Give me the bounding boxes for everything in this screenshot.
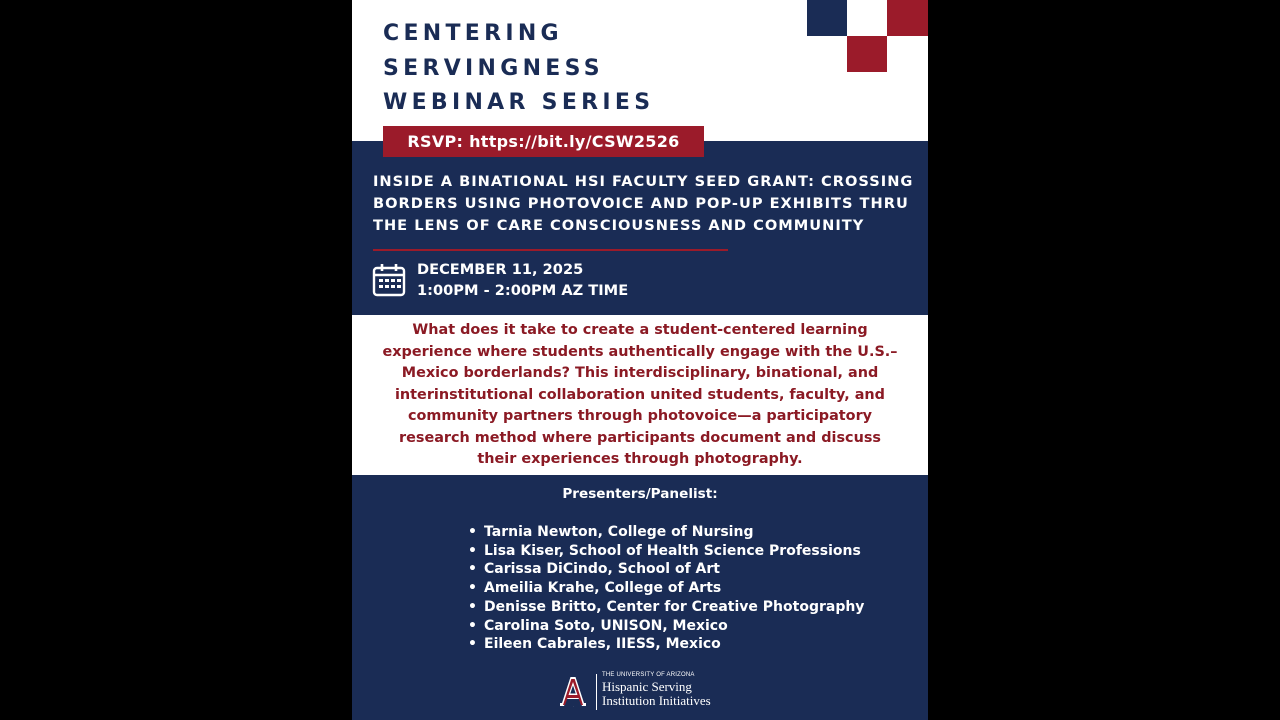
bullet-icon: • bbox=[468, 524, 477, 540]
list-item bbox=[468, 635, 864, 654]
session-title-line: BORDERS USING PHOTOVOICE AND POP-UP EXHIBITS THRU bbox=[373, 195, 909, 212]
presenter-name: Lisa Kiser, School of Health Science Professions bbox=[484, 542, 861, 559]
series-title-line: WEBINAR SERIES bbox=[383, 90, 655, 115]
description-line: What does it take to create a student-centered learning bbox=[412, 322, 868, 338]
navy-square bbox=[807, 0, 847, 36]
presenter-list bbox=[468, 523, 864, 654]
event-time: 1:00PM - 2:00PM AZ TIME bbox=[417, 282, 629, 299]
unit-name-line: Institution Initiatives bbox=[602, 693, 711, 708]
description-line: research method where participants document and discuss bbox=[399, 429, 881, 446]
list-item bbox=[468, 579, 864, 598]
bullet-icon: • bbox=[468, 580, 477, 597]
list-item bbox=[468, 523, 864, 542]
calendar-icon bbox=[372, 263, 406, 297]
crimson-square bbox=[887, 0, 928, 36]
unit-name bbox=[602, 680, 711, 708]
presenter-name: Denisse Britto, Center for Creative Photography bbox=[484, 598, 865, 615]
series-title-line: CENTERING bbox=[383, 21, 563, 46]
description bbox=[352, 315, 928, 475]
session-title bbox=[373, 171, 921, 237]
university-of-arizona-logo bbox=[556, 674, 590, 708]
university-name: THE UNIVERSITY OF ARIZONA bbox=[602, 672, 695, 678]
bullet-icon: • bbox=[468, 561, 477, 578]
presenters-heading: Presenters/Panelist: bbox=[562, 486, 718, 502]
bullet-icon: • bbox=[468, 636, 477, 653]
presenter-name: Tarnia Newton, College of Nursing bbox=[484, 524, 754, 540]
logo-letter: A bbox=[573, 707, 574, 708]
list-item bbox=[468, 560, 864, 579]
event-date: DECEMBER 11, 2025 bbox=[417, 261, 584, 278]
series-title-line: SERVINGNESS bbox=[383, 55, 604, 81]
presenters-section bbox=[352, 475, 928, 720]
description-line: experience where students authentically engage with the U.S.– bbox=[382, 343, 898, 360]
list-item bbox=[468, 542, 864, 561]
event-details bbox=[352, 141, 928, 315]
description-line: interinstitutional collaboration united students, faculty, and bbox=[395, 386, 885, 403]
bullet-icon: • bbox=[468, 617, 477, 634]
list-item bbox=[468, 598, 864, 617]
presenter-name: Carolina Soto, UNISON, Mexico bbox=[484, 617, 728, 634]
description-line: community partners through photovoice—a participatory bbox=[407, 408, 873, 424]
description-text bbox=[356, 320, 924, 471]
bullet-icon: • bbox=[468, 542, 477, 559]
description-line: their experiences through photography. bbox=[477, 451, 803, 467]
bullet-icon: • bbox=[468, 598, 477, 615]
event-datetime bbox=[417, 259, 628, 301]
session-title-line: THE LENS OF CARE CONSCIOUSNESS AND COMMUNITY bbox=[373, 217, 865, 234]
description-line: Mexico borderlands? This interdisciplinary, binational, and bbox=[401, 365, 879, 381]
logo-separator bbox=[596, 674, 597, 710]
presenter-name: Carissa DiCindo, School of Art bbox=[484, 561, 720, 578]
flyer-header bbox=[352, 0, 928, 141]
rsvp-link[interactable]: RSVP: https://bit.ly/CSW2526 bbox=[383, 126, 704, 157]
title-divider bbox=[373, 249, 728, 251]
presenter-name: Eileen Cabrales, IIESS, Mexico bbox=[484, 636, 721, 653]
crimson-square-lower bbox=[847, 36, 887, 72]
list-item bbox=[468, 617, 864, 636]
university-logo-block bbox=[556, 672, 736, 714]
series-title bbox=[383, 17, 654, 121]
session-title-line: INSIDE A BINATIONAL HSI FACULTY SEED GRANT: CROSSING bbox=[373, 173, 914, 190]
unit-name-line: Hispanic Serving bbox=[602, 679, 692, 694]
presenter-name: Ameilia Krahe, College of Arts bbox=[484, 580, 722, 597]
webinar-flyer bbox=[352, 0, 928, 720]
